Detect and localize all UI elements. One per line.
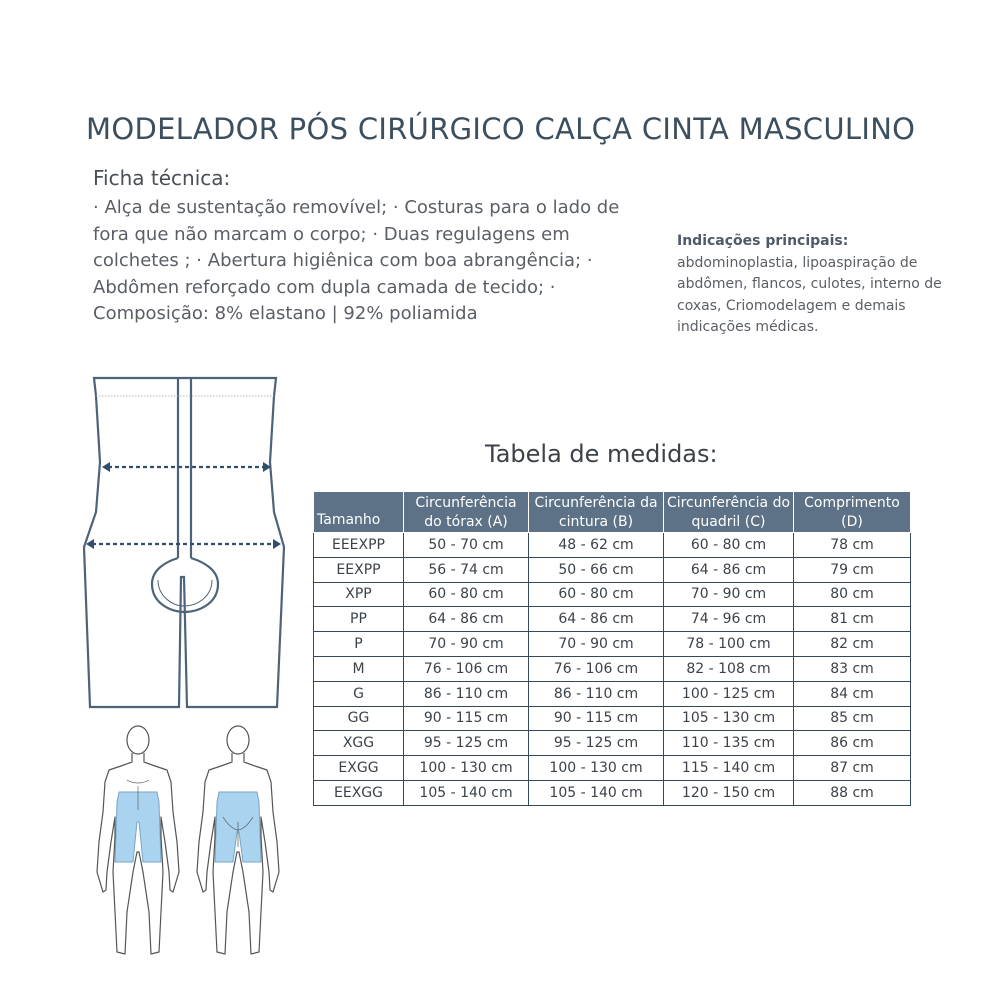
torax-cell: 100 - 130 cm <box>404 756 529 781</box>
torax-cell: 50 - 70 cm <box>404 533 529 558</box>
torax-cell: 64 - 86 cm <box>404 607 529 632</box>
header-torax: Circunferência do tórax (A) <box>404 492 529 533</box>
comprimento-cell: 87 cm <box>794 756 911 781</box>
table-row <box>314 582 911 607</box>
table-row <box>314 681 911 706</box>
size-cell: PP <box>314 607 404 632</box>
tabela-title: Tabela de medidas: <box>485 440 718 468</box>
header-comprimento: Comprimento (D) <box>794 492 911 533</box>
cintura-cell: 48 - 62 cm <box>529 533 664 558</box>
table-row <box>314 756 911 781</box>
header-cintura: Circunferência da cintura (B) <box>529 492 664 533</box>
size-cell: P <box>314 632 404 657</box>
comprimento-cell: 80 cm <box>794 582 911 607</box>
quadril-cell: 64 - 86 cm <box>664 557 794 582</box>
torax-cell: 105 - 140 cm <box>404 780 529 805</box>
table-row <box>314 731 911 756</box>
size-cell: EXGG <box>314 756 404 781</box>
quadril-cell: 120 - 150 cm <box>664 780 794 805</box>
cintura-cell: 95 - 125 cm <box>529 731 664 756</box>
cintura-cell: 64 - 86 cm <box>529 607 664 632</box>
ficha-text: · Alça de sustentação removível; · Costuras para o lado de fora que não marcam o corpo; · Duas regulagens em colchetes ; · Abertura higiênica com boa abrangência; · Abdômen reforçado com dupla camada de tecido; · Composição: 8% elastano | 92% poliamida <box>93 197 620 324</box>
comprimento-cell: 82 cm <box>794 632 911 657</box>
size-table <box>313 491 911 806</box>
ficha-heading: Ficha técnica: <box>93 166 231 190</box>
comprimento-cell: 88 cm <box>794 780 911 805</box>
size-cell: EEXPP <box>314 557 404 582</box>
indicacoes-text: abdominoplastia, lipoaspiração de abdômen, flancos, culotes, interno de coxas, Criomodelagem e demais indicações médicas. <box>677 254 942 335</box>
table-row <box>314 607 911 632</box>
table-row <box>314 656 911 681</box>
torax-cell: 90 - 115 cm <box>404 706 529 731</box>
cintura-cell: 60 - 80 cm <box>529 582 664 607</box>
cintura-cell: 90 - 115 cm <box>529 706 664 731</box>
page-title: MODELADOR PÓS CIRÚRGICO CALÇA CINTA MASCULINO <box>86 112 916 146</box>
table-row <box>314 533 911 558</box>
size-cell: GG <box>314 706 404 731</box>
indicacoes-heading: Indicações principais: <box>677 233 849 249</box>
quadril-cell: 60 - 80 cm <box>664 533 794 558</box>
torax-cell: 56 - 74 cm <box>404 557 529 582</box>
torax-cell: 60 - 80 cm <box>404 582 529 607</box>
size-table-body <box>314 533 911 806</box>
garment-diagram-icon <box>80 372 290 712</box>
comprimento-cell: 81 cm <box>794 607 911 632</box>
table-row <box>314 557 911 582</box>
table-header-row <box>314 492 911 533</box>
quadril-cell: 105 - 130 cm <box>664 706 794 731</box>
torax-cell: 70 - 90 cm <box>404 632 529 657</box>
size-cell: M <box>314 656 404 681</box>
size-cell: G <box>314 681 404 706</box>
table-row <box>314 706 911 731</box>
table-row <box>314 632 911 657</box>
quadril-cell: 74 - 96 cm <box>664 607 794 632</box>
cintura-cell: 50 - 66 cm <box>529 557 664 582</box>
quadril-cell: 70 - 90 cm <box>664 582 794 607</box>
cintura-cell: 76 - 106 cm <box>529 656 664 681</box>
cintura-cell: 86 - 110 cm <box>529 681 664 706</box>
comprimento-cell: 78 cm <box>794 533 911 558</box>
body-back-icon <box>193 722 283 962</box>
size-cell: EEEXPP <box>314 533 404 558</box>
size-cell: XPP <box>314 582 404 607</box>
quadril-cell: 110 - 135 cm <box>664 731 794 756</box>
comprimento-cell: 85 cm <box>794 706 911 731</box>
header-quadril: Circunferência do quadril (C) <box>664 492 794 533</box>
header-tamanho: Tamanho <box>314 492 404 533</box>
cintura-cell: 70 - 90 cm <box>529 632 664 657</box>
size-cell: XGG <box>314 731 404 756</box>
torax-cell: 86 - 110 cm <box>404 681 529 706</box>
cintura-cell: 100 - 130 cm <box>529 756 664 781</box>
comprimento-cell: 83 cm <box>794 656 911 681</box>
quadril-cell: 78 - 100 cm <box>664 632 794 657</box>
quadril-cell: 100 - 125 cm <box>664 681 794 706</box>
torax-cell: 95 - 125 cm <box>404 731 529 756</box>
comprimento-cell: 84 cm <box>794 681 911 706</box>
quadril-cell: 82 - 108 cm <box>664 656 794 681</box>
table-row <box>314 780 911 805</box>
indicacoes-block <box>677 231 962 339</box>
quadril-cell: 115 - 140 cm <box>664 756 794 781</box>
size-cell: EEXGG <box>314 780 404 805</box>
cintura-cell: 105 - 140 cm <box>529 780 664 805</box>
body-front-icon <box>93 722 183 962</box>
torax-cell: 76 - 106 cm <box>404 656 529 681</box>
comprimento-cell: 86 cm <box>794 731 911 756</box>
comprimento-cell: 79 cm <box>794 557 911 582</box>
